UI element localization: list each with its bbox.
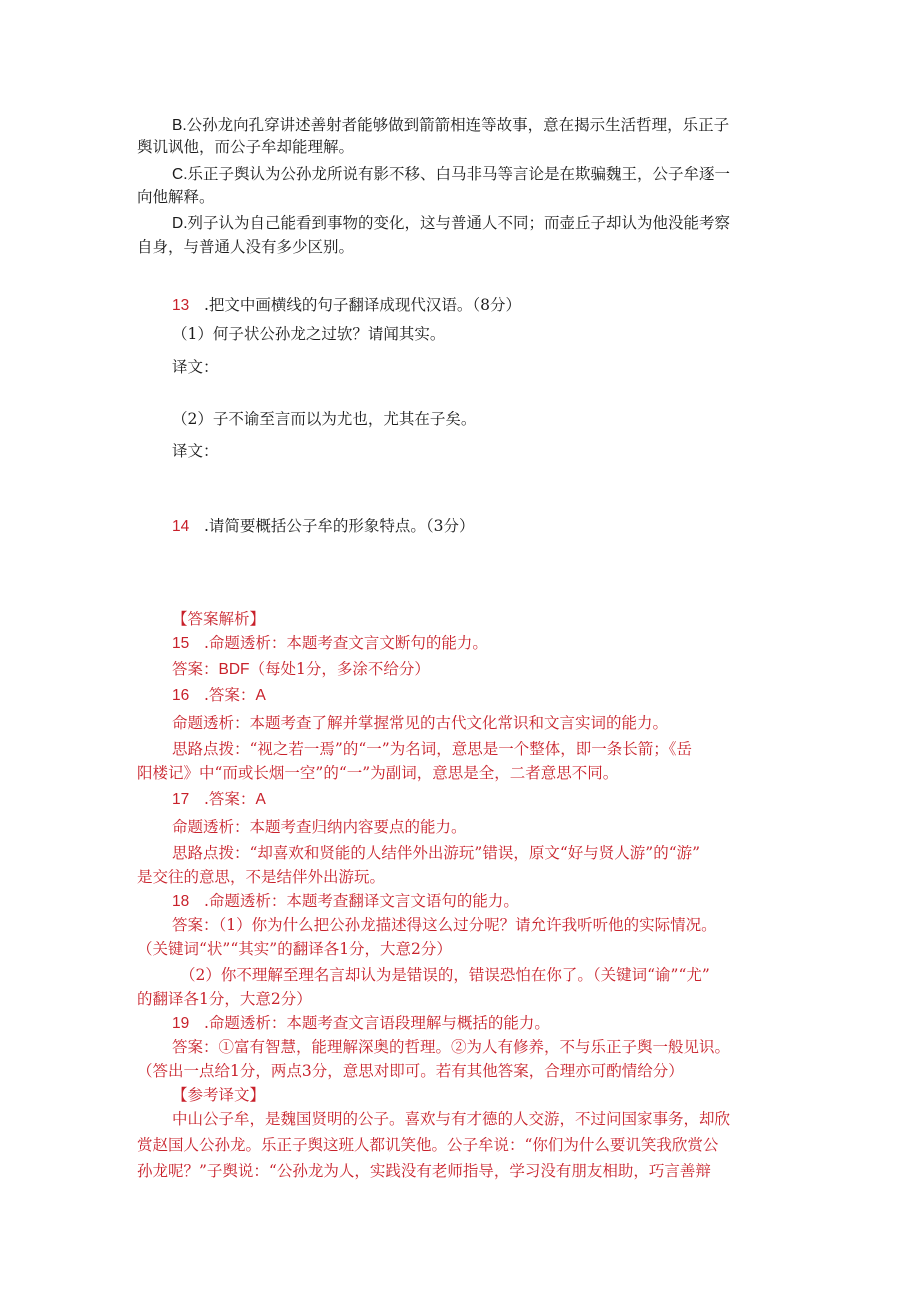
option-c-label: C.: [172, 166, 188, 183]
answer-17: 17 .答案：A: [172, 790, 266, 808]
translation-line2: 赏赵国人公孙龙。乐正子舆这班人都讥笑他。公子牟说：“你们为什么要讥笑我欣赏公: [137, 1136, 719, 1154]
translation-line3: 孙龙呢？”子舆说：“公孙龙为人，实践没有老师指导，学习没有朋友相助，巧言善辩: [137, 1162, 711, 1180]
translation-header: 【参考译文】: [172, 1086, 266, 1104]
answer-18-line1: 答案：（1）你为什么把公孙龙描述得这么过分呢？请允许我听听他的实际情况。: [172, 916, 717, 934]
option-c-line2: 向他解释。: [137, 188, 215, 206]
answers-header: 【答案解析】: [172, 610, 266, 628]
option-d-line2: 自身，与普通人没有多少区别。: [137, 238, 355, 256]
question-13-number: 13: [172, 297, 190, 314]
answer-19: 19 .命题透析：本题考查文言语段理解与概括的能力。: [172, 1014, 550, 1032]
option-c-line1: C.乐正子舆认为公孙龙所说有影不移、白马非马等言论是在欺骗魏王，公子牟逐一: [172, 165, 731, 183]
answer-17-line3: 是交往的意思，不是结伴外出游玩。: [137, 868, 386, 886]
question-13-item1: （1）何子状公孙龙之过欤？请闻其实。: [172, 325, 446, 343]
answer-15: 15 .命题透析：本题考查文言文断句的能力。: [172, 634, 488, 652]
answer-19-line1: 答案：①富有智慧，能理解深奥的哲理。②为人有修养，不与乐正子舆一般见识。: [172, 1038, 731, 1056]
answer-18-line4: 的翻译各1分，大意2分）: [137, 990, 312, 1008]
question-14-number: 14: [172, 518, 190, 535]
question-13-answer-label-1: 译文：: [172, 358, 219, 376]
translation-line1: 中山公子牟，是魏国贤明的公子。喜欢与有才德的人交游，不过问国家事务，却欣: [172, 1110, 731, 1128]
answer-18-line3: （2）你不理解至理名言却认为是错误的，错误恐怕在你了。（关键词“谕”“尤”: [180, 966, 710, 984]
answer-15-detail: 答案：BDF（每处1分，多涂不给分）: [172, 660, 430, 678]
question-13-answer-label-2: 译文：: [172, 442, 219, 460]
option-b-line2: 舆讥讽他，而公子牟却能理解。: [137, 138, 355, 156]
answer-17-line1: 命题透析：本题考查归纳内容要点的能力。: [172, 818, 467, 836]
question-13: 13 .把文中画横线的句子翻译成现代汉语。（8分）: [172, 294, 521, 317]
question-13-item2: （2）子不谕至言而以为尤也，尤其在子矣。: [172, 410, 477, 428]
option-b-label: B.: [172, 117, 187, 134]
answer-18-line2: （关键词“状”“其实”的翻译各1分，大意2分）: [137, 940, 452, 958]
answer-19-line2: （答出一点给1分，两点3分，意思对即可。若有其他答案，合理亦可酌情给分）: [137, 1062, 684, 1080]
answer-16: 16 .答案：A: [172, 686, 266, 704]
question-14: 14 .请简要概括公子牟的形象特点。（3分）: [172, 515, 475, 538]
answer-16-line3: 阳楼记》中“而或长烟一空”的“一”为副词，意思是全，二者意思不同。: [137, 764, 619, 782]
answer-17-line2: 思路点拨：“却喜欢和贤能的人结伴外出游玩”错误，原文“好与贤人游”的“游”: [172, 844, 701, 862]
option-d-line1: D.列子认为自己能看到事物的变化，这与普通人不同；而壶丘子却认为他没能考察: [172, 214, 731, 232]
option-d-label: D.: [172, 215, 188, 232]
answer-16-line1: 命题透析：本题考查了解并掌握常见的古代文化常识和文言实词的能力。: [172, 714, 669, 732]
answer-16-line2: 思路点拨：“视之若一焉”的“一”为名词，意思是一个整体，即一条长箭；《岳: [172, 740, 692, 758]
option-b-line1: B.公孙龙向孔穿讲述善射者能够做到箭箭相连等故事，意在揭示生活哲理，乐正子: [172, 116, 730, 134]
answer-18: 18 .命题透析：本题考查翻译文言文语句的能力。: [172, 892, 519, 910]
